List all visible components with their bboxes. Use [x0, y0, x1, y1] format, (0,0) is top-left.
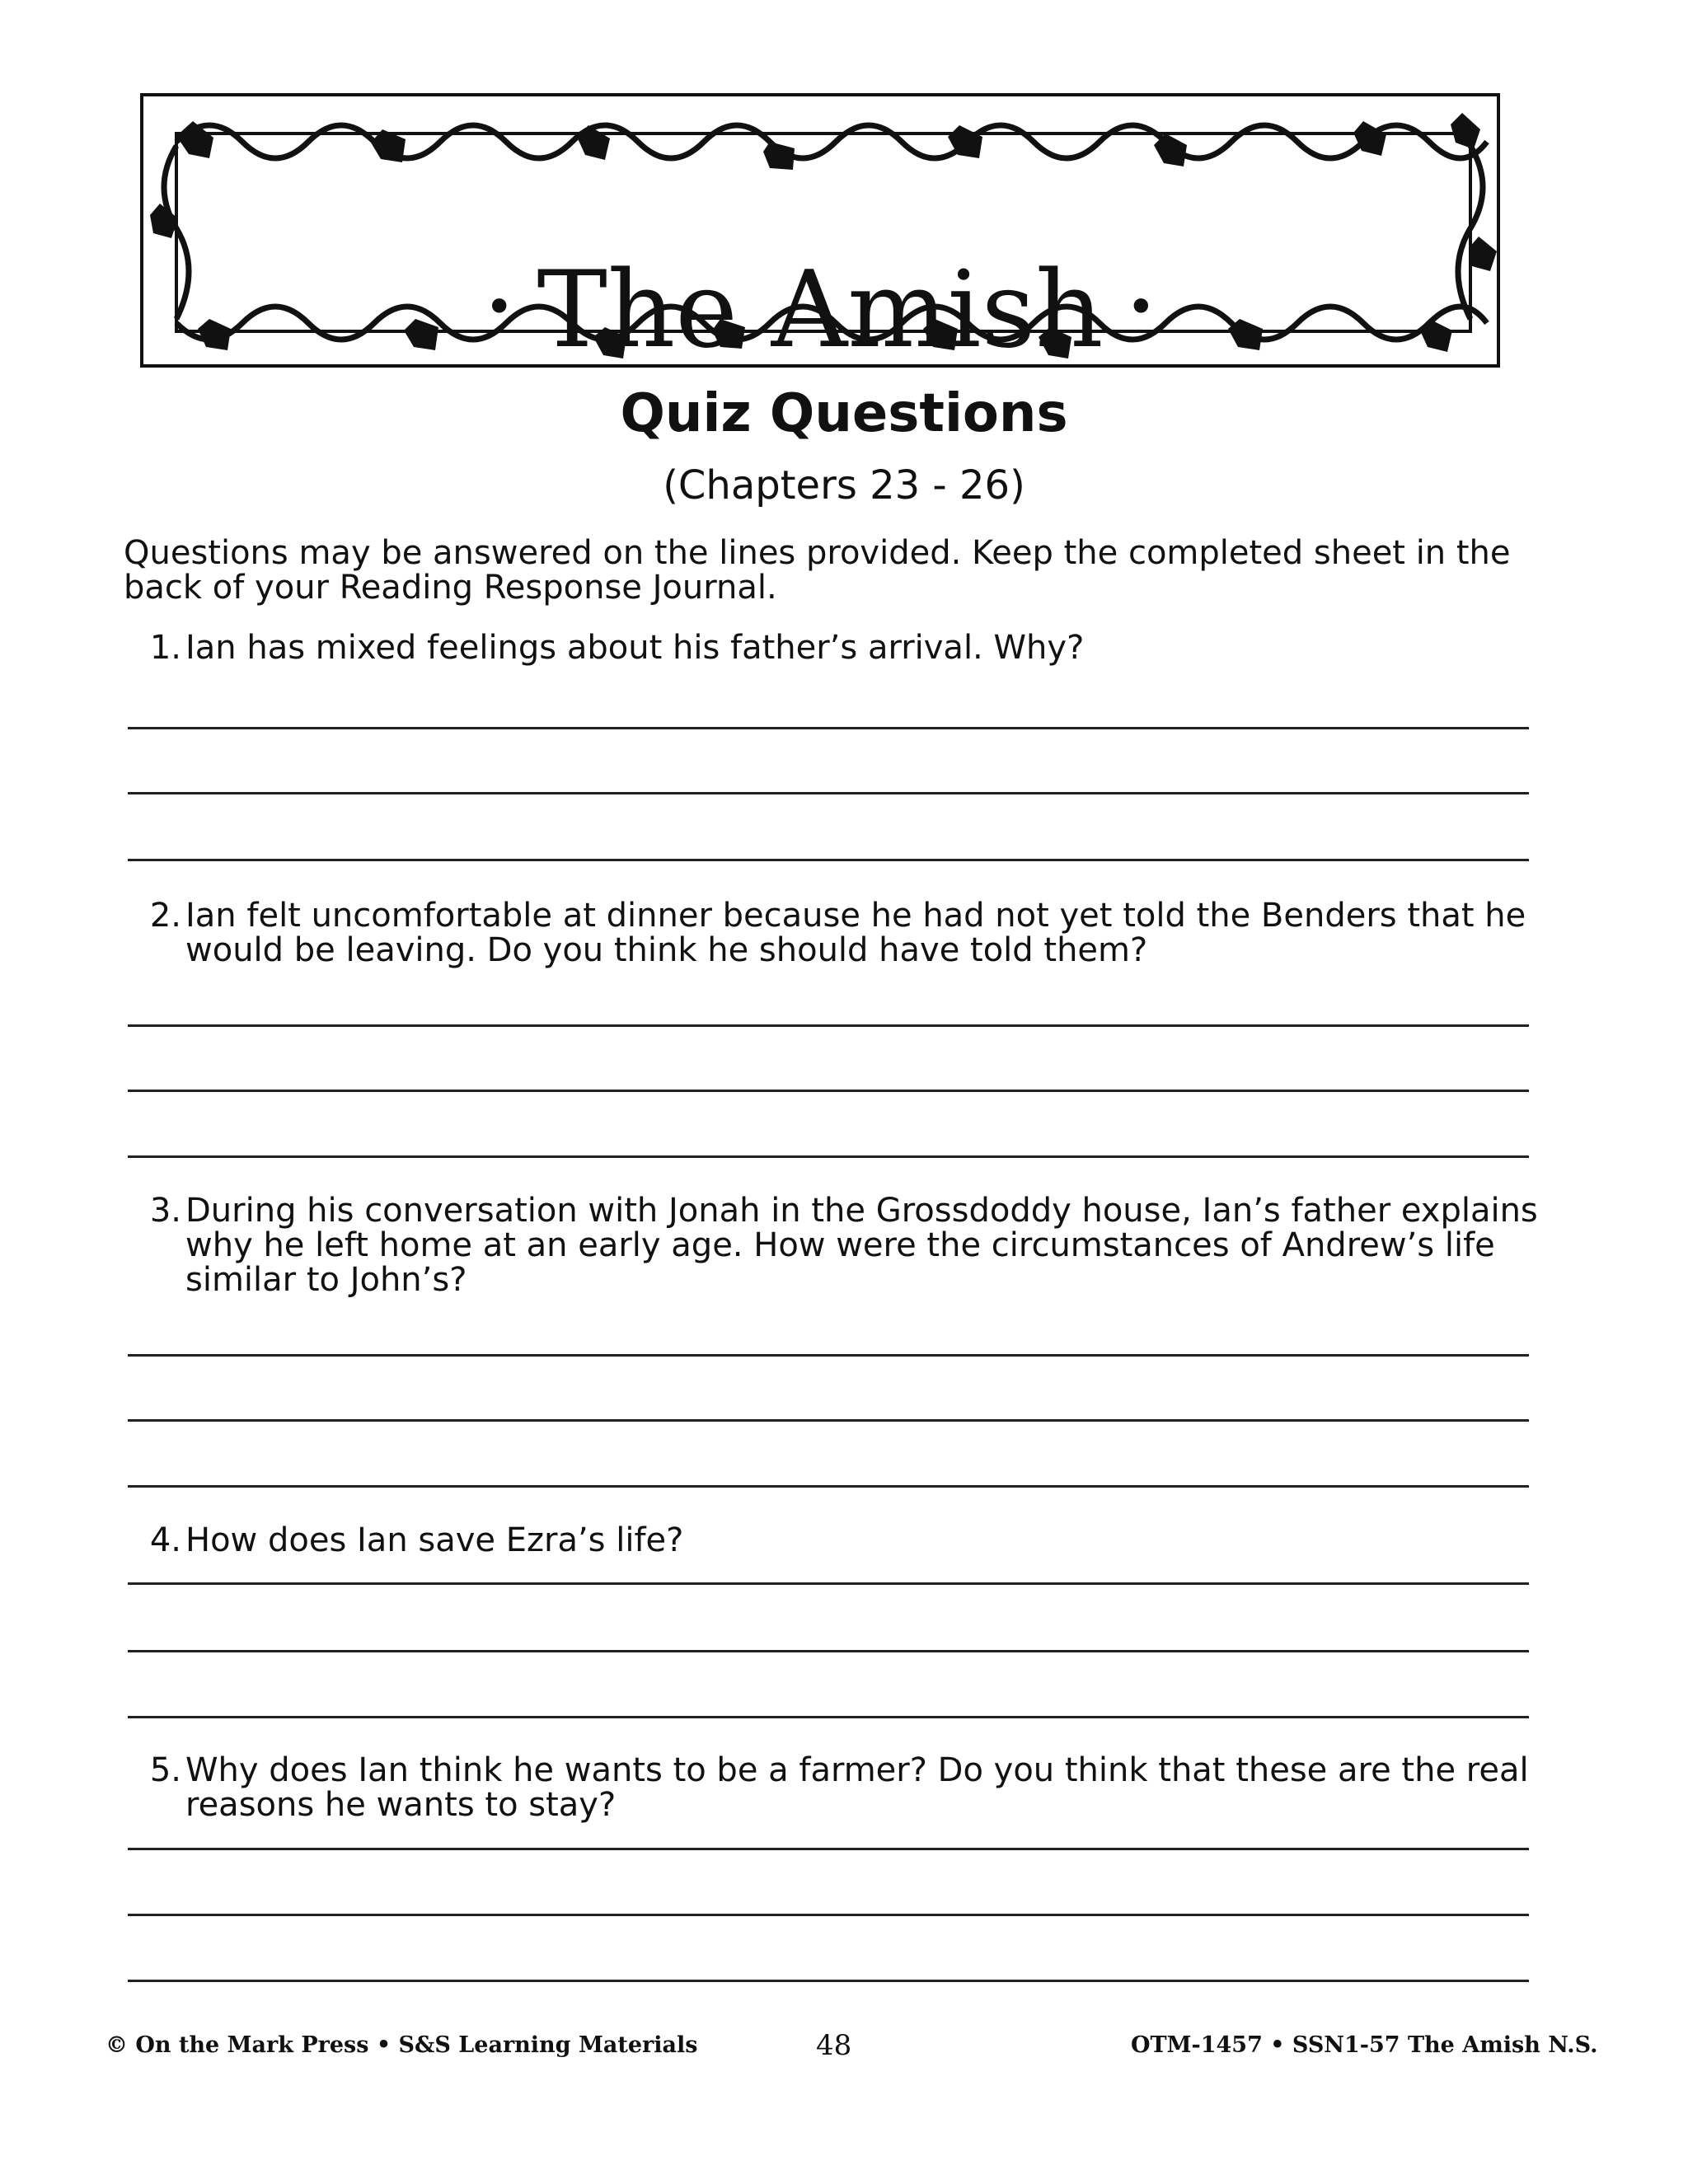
- question-1: [124, 630, 1541, 665]
- answer-line[interactable]: [128, 1155, 1529, 1158]
- answer-line[interactable]: [128, 1980, 1529, 1982]
- answer-line[interactable]: [128, 1582, 1529, 1585]
- answer-line[interactable]: [128, 1848, 1529, 1850]
- question-text: Why does Ian think he wants to be a farmer? Do you think that these are the real reasons he wants to stay?: [185, 1751, 1529, 1824]
- question-number: 2.: [149, 897, 181, 935]
- question-5: [124, 1753, 1541, 1822]
- answer-line[interactable]: [128, 1024, 1529, 1027]
- bullet-right: •: [1126, 279, 1156, 336]
- answer-line[interactable]: [128, 1650, 1529, 1652]
- answer-line[interactable]: [128, 792, 1529, 794]
- answer-line[interactable]: [128, 1419, 1529, 1422]
- instructions-text: Questions may be answered on the lines provided. Keep the completed sheet in the back of your Reading Response Journal.: [124, 534, 1511, 607]
- question-number: 4.: [149, 1521, 181, 1559]
- question-text: During his conversation with Jonah in the Grossdoddy house, Ian’s father explains why he left home at an early age. How were the circumstances of Andrew’s life similar to John’s?: [185, 1192, 1538, 1299]
- question-number: 3.: [149, 1192, 181, 1230]
- page-number: 48: [816, 2029, 852, 2062]
- banner-title: [143, 249, 1497, 372]
- answer-line[interactable]: [128, 1716, 1529, 1718]
- footer-publisher: © On the Mark Press • S&S Learning Materials: [106, 2032, 698, 2058]
- question-4: [124, 1523, 1541, 1558]
- page-subtitle: (Chapters 23 - 26): [663, 462, 1025, 509]
- question-text: Ian has mixed feelings about his father’s arrival. Why?: [185, 629, 1085, 667]
- answer-line[interactable]: [128, 1354, 1529, 1357]
- banner-title-text: The Amish: [537, 249, 1104, 372]
- question-number: 1.: [149, 629, 181, 667]
- page-title: Quiz Questions: [620, 383, 1068, 444]
- question-text: Ian felt uncomfortable at dinner because he had not yet told the Benders that he would be leaving. Do you think he should have told them?: [185, 897, 1526, 969]
- footer-catalog-code: OTM-1457 • SSN1-57 The Amish N.S.: [1131, 2032, 1598, 2058]
- question-2: [124, 898, 1541, 968]
- answer-line[interactable]: [128, 859, 1529, 861]
- question-text: How does Ian save Ezra’s life?: [185, 1521, 684, 1559]
- answer-line[interactable]: [128, 1090, 1529, 1092]
- question-number: 5.: [149, 1751, 181, 1789]
- answer-line[interactable]: [128, 727, 1529, 729]
- bullet-left: •: [485, 279, 514, 336]
- answer-line[interactable]: [128, 1914, 1529, 1916]
- title-banner: [140, 93, 1500, 372]
- answer-line[interactable]: [128, 1485, 1529, 1488]
- question-3: [124, 1193, 1541, 1297]
